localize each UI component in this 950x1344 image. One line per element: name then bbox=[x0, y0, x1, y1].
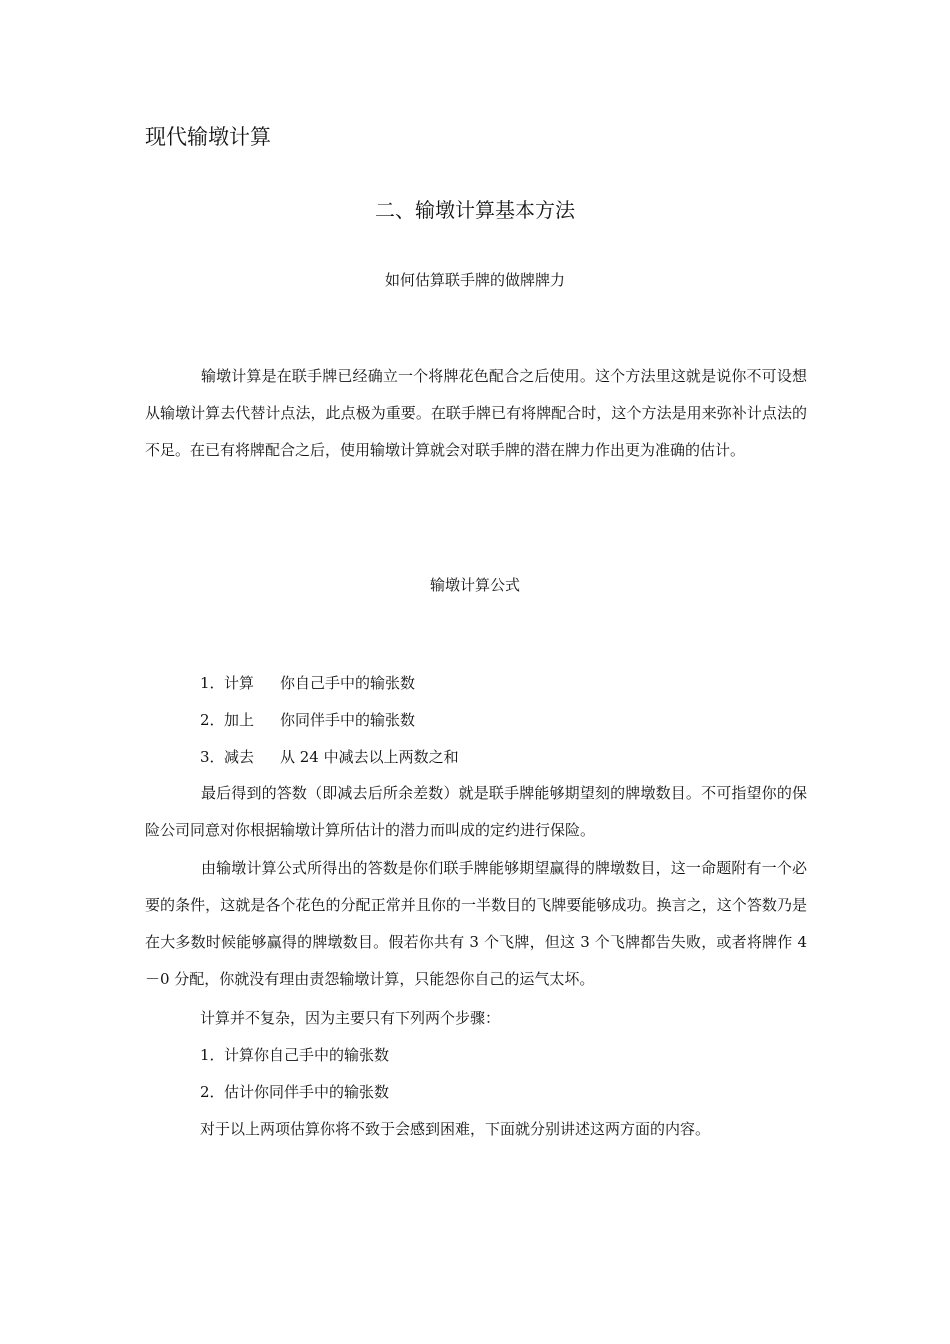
steps-intro: 计算并不复杂，因为主要只有下列两个步骤： bbox=[200, 1009, 501, 1027]
intro-paragraph: 输墩计算是在联手牌已经确立一个将牌花色配合之后使用。这个方法里这就是说你不可设想从输墩计算去代替计点法，此点极为重要。在联手牌已有将牌配合时，这个方法是用来弥补计点法的不足。在已有将牌配合之后，使用输墩计算就会对联手牌的潜在牌力作出更为准确的估计。 bbox=[145, 367, 807, 459]
condition-paragraph: 由输墩计算公式所得出的答数是你们联手牌能够期望赢得的牌墩数目，这一命题附有一个必要的条件，这就是各个花色的分配正常并且你的一半数目的飞牌要能够成功。换言之，这个答数乃是在大多数时候能够赢得的牌墩数目。假若你共有 3 个飞牌，但这 3 个飞牌都告失败，或者将牌作 4－0 分配，你就没有理由责怨输墩计算，只能怨你自己的运气太坏。 bbox=[145, 859, 807, 988]
formula-step-1 bbox=[200, 671, 415, 695]
formula-step-text: 你同伴手中的输张数 bbox=[280, 711, 416, 729]
formula-step-number: 3． bbox=[200, 748, 225, 766]
formula-step-text: 你自己手中的输张数 bbox=[280, 674, 416, 692]
subtitle: 如何估算联手牌的做牌牌力 bbox=[384, 271, 565, 289]
formula-step-text: 从 24 中减去以上两数之和 bbox=[280, 748, 459, 766]
formula-heading: 输墩计算公式 bbox=[429, 576, 520, 594]
step-2 bbox=[200, 1080, 389, 1104]
closing-paragraph: 对于以上两项估算你将不致于会感到困难，下面就分别讲述这两方面的内容。 bbox=[200, 1120, 711, 1138]
formula-step-operation: 加上 bbox=[224, 711, 255, 729]
formula-step-3 bbox=[200, 745, 459, 769]
document-title: 现代输墩计算 bbox=[145, 125, 271, 149]
formula-step-number: 2． bbox=[200, 711, 225, 729]
formula-step-operation: 减去 bbox=[224, 748, 255, 766]
step-number: 2． bbox=[200, 1083, 225, 1101]
formula-step-operation: 计算 bbox=[224, 674, 255, 692]
step-text: 计算你自己手中的输张数 bbox=[224, 1046, 390, 1064]
step-number: 1． bbox=[200, 1046, 225, 1064]
section-title: 二、输墩计算基本方法 bbox=[375, 198, 575, 222]
step-1 bbox=[200, 1043, 389, 1067]
step-text: 估计你同伴手中的输张数 bbox=[224, 1083, 390, 1101]
formula-step-number: 1． bbox=[200, 674, 225, 692]
formula-step-2 bbox=[200, 708, 415, 732]
result-paragraph: 最后得到的答数（即减去后所余差数）就是联手牌能够期望刻的牌墩数目。不可指望你的保险公司同意对你根据输墩计算所估计的潜力而叫成的定约进行保险。 bbox=[145, 784, 807, 839]
